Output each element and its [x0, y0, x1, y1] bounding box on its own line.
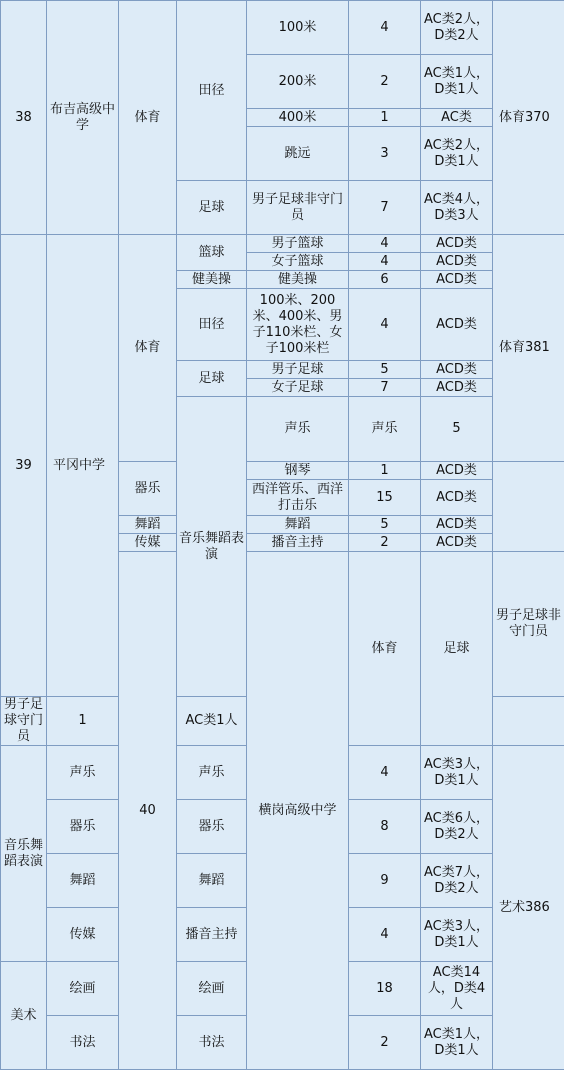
count: 4 [349, 235, 421, 253]
requirement: ACD类 [421, 516, 493, 534]
item: 书法 [177, 1016, 247, 1070]
count: 6 [349, 271, 421, 289]
count: 4 [349, 746, 421, 800]
school-name: 横岗高级中学 [247, 552, 349, 1070]
requirement: AC类6人，D类2人 [421, 800, 493, 854]
requirement: ACD类 [421, 462, 493, 480]
sub-category: 田径 [177, 1, 247, 181]
item: 100米 [247, 1, 349, 55]
item: 绘画 [177, 962, 247, 1016]
quota: 体育370 [493, 1, 564, 235]
count: 1 [349, 462, 421, 480]
count: 4 [349, 1, 421, 55]
count: 1 [47, 697, 119, 746]
item: 女子篮球 [247, 253, 349, 271]
requirement: ACD类 [421, 235, 493, 253]
category: 体育 [119, 1, 177, 235]
requirement: AC类3人，D类1人 [421, 746, 493, 800]
item: 男子足球 [247, 361, 349, 379]
sub-category: 足球 [421, 552, 493, 746]
quota: 艺术386 [493, 746, 564, 1070]
requirement: ACD类 [421, 361, 493, 379]
requirement: ACD类 [421, 253, 493, 271]
count: 8 [349, 800, 421, 854]
table-row [1, 1, 564, 55]
sub-category: 足球 [177, 181, 247, 235]
requirement: AC类14人，D类4人 [421, 962, 493, 1016]
item: 声乐 [177, 746, 247, 800]
requirement: ACD类 [421, 379, 493, 397]
count: 4 [349, 908, 421, 962]
item: 西洋管乐、西洋打击乐 [247, 480, 349, 516]
category: 美术 [1, 962, 47, 1070]
count: 1 [349, 109, 421, 127]
sub-category: 书法 [47, 1016, 119, 1070]
school-number: 40 [119, 552, 177, 1070]
sub-category: 绘画 [47, 962, 119, 1016]
item: 男子足球非守门员 [493, 552, 564, 697]
item: 男子足球非守门员 [247, 181, 349, 235]
sub-category: 声乐 [47, 746, 119, 800]
school-name: 布吉高级中学 [47, 1, 119, 235]
requirement: AC类3人，D类1人 [421, 908, 493, 962]
count: 2 [349, 534, 421, 552]
item: 声乐 [349, 397, 421, 462]
sub-category: 舞蹈 [47, 854, 119, 908]
count: 15 [349, 480, 421, 516]
sub-category: 传媒 [119, 534, 177, 552]
requirement: ACD类 [421, 271, 493, 289]
sub-category: 足球 [177, 361, 247, 397]
count: 2 [349, 1016, 421, 1070]
item: 男子足球守门员 [1, 697, 47, 746]
sub-category: 器乐 [119, 462, 177, 516]
count: 4 [349, 253, 421, 271]
sub-category: 篮球 [177, 235, 247, 271]
requirement: AC类2人，D类2人 [421, 1, 493, 55]
item: 男子篮球 [247, 235, 349, 253]
requirement: AC类 [421, 109, 493, 127]
item: 播音主持 [247, 534, 349, 552]
requirement: AC类7人，D类2人 [421, 854, 493, 908]
count: 9 [349, 854, 421, 908]
item: 400米 [247, 109, 349, 127]
category: 音乐舞蹈表演 [1, 746, 47, 962]
requirement: AC类1人 [177, 697, 247, 746]
requirement: ACD类 [421, 534, 493, 552]
sub-category: 田径 [177, 289, 247, 361]
requirement: AC类1人，D类1人 [421, 55, 493, 109]
school-number: 39 [1, 235, 47, 697]
count: 5 [421, 397, 493, 462]
category: 体育 [349, 552, 421, 746]
sub-category: 健美操 [177, 271, 247, 289]
count: 5 [349, 516, 421, 534]
category: 音乐舞蹈表演 [177, 397, 247, 697]
table-row [1, 235, 564, 253]
item: 健美操 [247, 271, 349, 289]
count: 18 [349, 962, 421, 1016]
count: 3 [349, 127, 421, 181]
item: 跳远 [247, 127, 349, 181]
requirement: ACD类 [421, 289, 493, 361]
sub-category: 舞蹈 [119, 516, 177, 534]
item: 100米、200米、400米、男子110米栏、女子100米栏 [247, 289, 349, 361]
category: 体育 [119, 235, 177, 462]
count: 4 [349, 289, 421, 361]
requirement: ACD类 [421, 480, 493, 516]
sub-category: 声乐 [247, 397, 349, 462]
requirement: AC类1人，D类1人 [421, 1016, 493, 1070]
item: 女子足球 [247, 379, 349, 397]
item: 舞蹈 [247, 516, 349, 534]
school-name: 平冈中学 [47, 235, 119, 697]
item: 舞蹈 [177, 854, 247, 908]
sub-category: 器乐 [47, 800, 119, 854]
count: 7 [349, 181, 421, 235]
item: 200米 [247, 55, 349, 109]
item: 器乐 [177, 800, 247, 854]
item: 钢琴 [247, 462, 349, 480]
sub-category: 传媒 [47, 908, 119, 962]
requirement: AC类2人，D类1人 [421, 127, 493, 181]
school-number: 38 [1, 1, 47, 235]
quota: 体育381 [493, 235, 564, 462]
requirement: AC类4人，D类3人 [421, 181, 493, 235]
item: 播音主持 [177, 908, 247, 962]
count: 2 [349, 55, 421, 109]
count: 7 [349, 379, 421, 397]
count: 5 [349, 361, 421, 379]
